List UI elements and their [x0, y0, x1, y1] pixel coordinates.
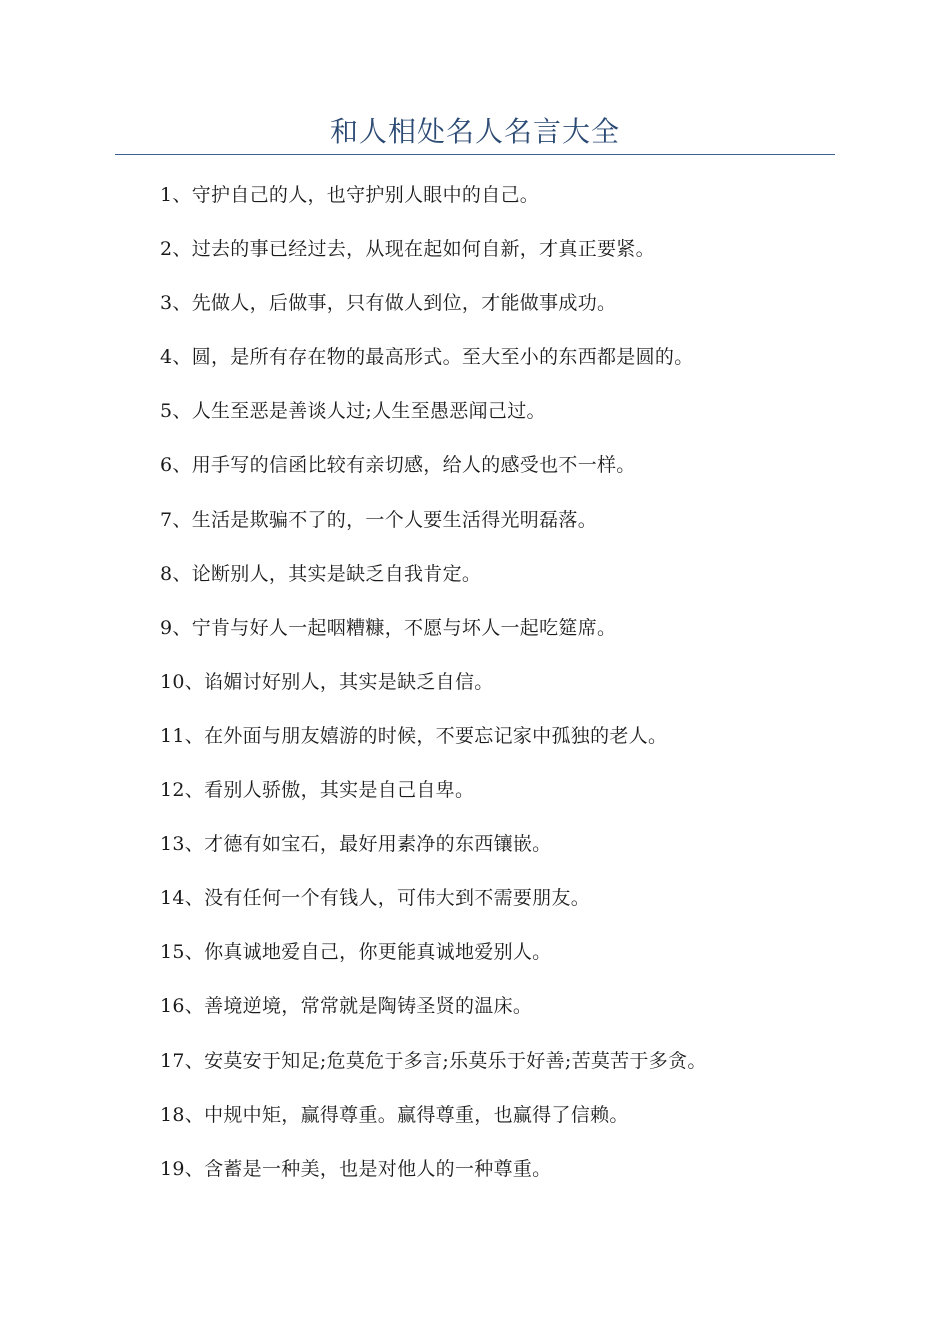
- quote-item: 11、在外面与朋友嬉游的时候，不要忘记家中孤独的老人。: [160, 724, 668, 747]
- quote-item: 8、论断别人，其实是缺乏自我肯定。: [160, 562, 482, 585]
- quote-item: 19、含蓄是一种美，也是对他人的一种尊重。: [160, 1157, 552, 1180]
- quote-item: 18、中规中矩，赢得尊重。赢得尊重，也赢得了信赖。: [160, 1103, 629, 1126]
- quote-item: 13、才德有如宝石，最好用素净的东西镶嵌。: [160, 833, 552, 856]
- quote-item: 6、用手写的信函比较有亲切感，给人的感受也不一样。: [160, 454, 636, 477]
- quote-item: 10、谄媚讨好别人，其实是缺乏自信。: [160, 670, 494, 693]
- quote-item: 2、过去的事已经过去，从现在起如何自新，才真正要紧。: [160, 238, 655, 261]
- quote-item: 7、生活是欺骗不了的，一个人要生活得光明磊落。: [160, 508, 597, 531]
- document-title: 和人相处名人名言大全: [329, 115, 620, 148]
- quote-item: 3、先做人，后做事，只有做人到位，才能做事成功。: [160, 292, 617, 315]
- quote-item: 15、你真诚地爱自己，你更能真诚地爱别人。: [160, 941, 552, 964]
- quote-item: 16、善境逆境，常常就是陶铸圣贤的温床。: [160, 995, 533, 1018]
- quote-item: 5、人生至恶是善谈人过;人生至愚恶闻己过。: [160, 400, 546, 423]
- quote-item: 1、守护自己的人，也守护别人眼中的自己。: [160, 184, 540, 206]
- quote-item: 9、宁肯与好人一起咽糟糠，不愿与坏人一起吃筵席。: [160, 616, 617, 639]
- quote-list: [160, 178, 840, 1206]
- quote-item: 12、看别人骄傲，其实是自己自卑。: [160, 779, 475, 802]
- quote-item: 14、没有任何一个有钱人，可伟大到不需要朋友。: [160, 887, 591, 910]
- quote-item: 4、圆，是所有存在物的最高形式。至大至小的东西都是圆的。: [160, 346, 694, 369]
- quote-item: 17、安莫安于知足;危莫危于多言;乐莫乐于好善;苦莫苦于多贪。: [160, 1049, 707, 1072]
- title-underline: [115, 154, 835, 155]
